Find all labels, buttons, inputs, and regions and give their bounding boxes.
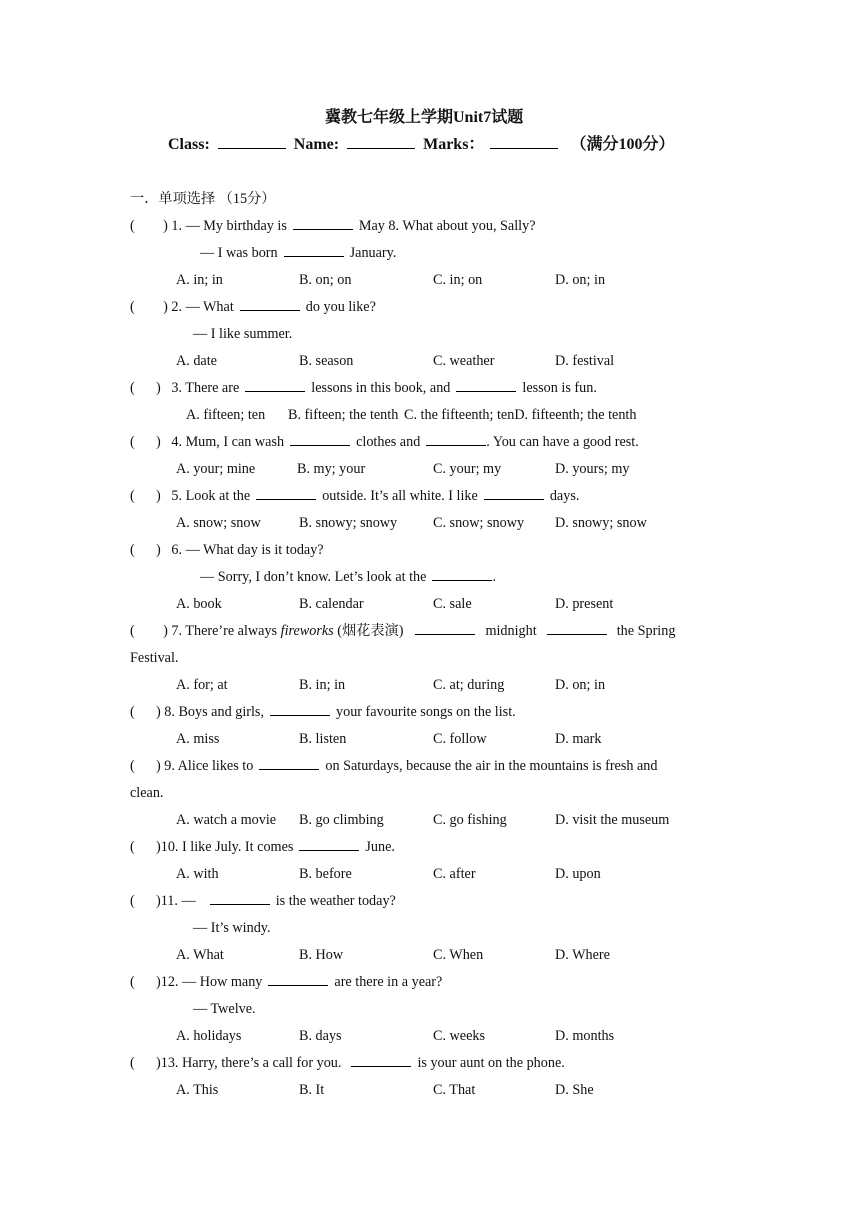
answer-blank[interactable] — [245, 390, 305, 392]
option-d[interactable]: D. mark — [555, 731, 602, 747]
question-text: 2. — What — [171, 299, 234, 315]
option-c[interactable]: C. snow; snowy — [433, 515, 525, 531]
question-text: your favourite songs on the list. — [336, 704, 516, 720]
answer-blank[interactable] — [259, 768, 319, 770]
answer-blank[interactable] — [240, 309, 300, 311]
question-3 — [130, 379, 597, 397]
question-6 — [130, 541, 324, 559]
question-text: days. — [549, 488, 580, 504]
answer-paren[interactable]: ( ) — [130, 380, 161, 396]
question-gloss: (烟花表演) — [337, 623, 404, 639]
answer-blank[interactable] — [484, 498, 544, 500]
name-label: Name: — [293, 136, 340, 153]
class-label: Class: — [168, 136, 210, 153]
option-d[interactable]: D. months — [555, 1028, 615, 1044]
answer-blank[interactable] — [415, 633, 475, 635]
option-b[interactable]: B. days — [299, 1028, 342, 1044]
answer-blank[interactable] — [290, 444, 350, 446]
option-a[interactable]: A. your; mine — [176, 461, 256, 477]
option-b[interactable]: B. before — [299, 866, 352, 882]
option-c[interactable]: C. at; during — [433, 677, 505, 693]
option-c[interactable]: C. follow — [433, 731, 487, 747]
option-d[interactable]: D. She — [555, 1082, 594, 1098]
option-c[interactable]: C. your; my — [433, 461, 502, 477]
answer-blank[interactable] — [284, 255, 344, 257]
option-a[interactable]: A. in; in — [176, 272, 223, 288]
option-b[interactable]: B. in; in — [299, 677, 346, 693]
question-text: 6. — What day is it today? — [171, 542, 324, 558]
answer-paren[interactable]: ( ) — [130, 488, 161, 504]
question-2-reply: — I like summer. — [193, 326, 293, 342]
full-marks-note: （满分100分） — [570, 136, 675, 153]
answer-paren[interactable]: ( ) — [130, 893, 161, 909]
question-text: 10. I like July. It comes — [160, 839, 294, 855]
question-text: lessons in this book, and — [311, 380, 451, 396]
marks-blank[interactable] — [490, 147, 558, 149]
option-a[interactable]: A. This — [176, 1082, 219, 1098]
answer-blank[interactable] — [547, 633, 607, 635]
question-text: May 8. What about you, Sally? — [358, 218, 536, 234]
option-c[interactable]: C. go fishing — [433, 812, 507, 828]
question-9-cont: clean. — [130, 785, 164, 801]
question-text: . — [492, 569, 496, 585]
question-8 — [130, 703, 516, 721]
answer-paren[interactable]: ( ) — [130, 542, 161, 558]
page-title: 冀教七年级上学期Unit7试题 — [325, 109, 524, 126]
option-c[interactable]: C. That — [433, 1082, 476, 1098]
answer-paren[interactable]: ( ) — [130, 974, 161, 990]
question-7 — [130, 622, 675, 640]
answer-blank[interactable] — [270, 714, 330, 716]
question-text: 5. Look at the — [171, 488, 251, 504]
section-heading: 一．单项选择 （15分） — [130, 191, 276, 207]
option-a[interactable]: A. fifteen; ten — [186, 407, 266, 423]
answer-paren[interactable]: ( ) — [130, 1055, 161, 1071]
question-text: the Spring — [616, 623, 676, 639]
question-9 — [130, 757, 657, 775]
answer-blank[interactable] — [293, 228, 353, 230]
option-a[interactable]: A. What — [176, 947, 224, 963]
answer-blank[interactable] — [351, 1065, 411, 1067]
option-c[interactable]: C. after — [433, 866, 476, 882]
question-text: 8. Boys and girls, — [164, 704, 264, 720]
option-b[interactable]: B. on; on — [299, 272, 352, 288]
answer-paren[interactable]: ( ) — [130, 434, 161, 450]
question-6-reply — [200, 568, 496, 586]
option-a[interactable]: A. watch a movie — [176, 812, 277, 828]
marks-label: Marks： — [423, 136, 485, 153]
option-d[interactable]: D. on; in — [555, 677, 606, 693]
option-b[interactable]: B. snowy; snowy — [299, 515, 398, 531]
question-1 — [130, 217, 536, 235]
answer-blank[interactable] — [432, 579, 492, 581]
option-c[interactable]: C. in; on — [433, 272, 483, 288]
question-text: midnight — [485, 623, 537, 639]
option-c[interactable]: C. sale — [433, 596, 472, 612]
option-b[interactable]: B. season — [299, 353, 354, 369]
question-text: do you like? — [305, 299, 376, 315]
option-b[interactable]: B. fifteen; the tenth — [288, 407, 399, 423]
question-text: — I was born — [200, 245, 278, 261]
option-d[interactable]: D. Where — [555, 947, 610, 963]
question-12 — [130, 973, 442, 991]
answer-paren[interactable]: ( ) — [130, 704, 161, 720]
question-text: is your aunt on the phone. — [417, 1055, 565, 1071]
question-text: 13. Harry, there’s a call for you. — [160, 1055, 342, 1071]
question-2 — [130, 298, 376, 316]
option-a[interactable]: A. book — [176, 596, 222, 612]
question-text: 11. — — [160, 893, 196, 909]
answer-blank[interactable] — [210, 903, 270, 905]
answer-paren[interactable]: ( ) — [130, 758, 161, 774]
option-b[interactable]: B. my; your — [297, 461, 366, 477]
question-11 — [130, 892, 396, 910]
question-text: 1. — My birthday is — [171, 218, 287, 234]
option-c[interactable]: C. weeks — [433, 1028, 486, 1044]
option-c[interactable]: C. weather — [433, 353, 495, 369]
question-text: lesson is fun. — [522, 380, 597, 396]
option-cd[interactable]: C. the fifteenth; tenD. fifteenth; the tenth — [404, 407, 637, 423]
option-d[interactable]: D. yours; my — [555, 461, 630, 477]
student-info-header — [168, 136, 674, 154]
answer-paren[interactable]: ( ) — [130, 623, 168, 639]
option-d[interactable]: D. upon — [555, 866, 601, 882]
question-text: clothes and — [356, 434, 421, 450]
option-d[interactable]: D. snowy; snow — [555, 515, 647, 531]
option-b[interactable]: B. listen — [299, 731, 347, 747]
question-5 — [130, 487, 579, 505]
answer-blank[interactable] — [426, 444, 486, 446]
answer-paren[interactable]: ( ) — [130, 218, 168, 234]
option-a[interactable]: A. with — [176, 866, 219, 882]
answer-blank[interactable] — [268, 984, 328, 986]
answer-blank[interactable] — [299, 849, 359, 851]
question-text: . You can have a good rest. — [486, 434, 639, 450]
option-a[interactable]: A. for; at — [176, 677, 228, 693]
question-12-reply: — Twelve. — [193, 1001, 256, 1017]
question-text: outside. It’s all white. I like — [322, 488, 478, 504]
question-text-italic: fireworks — [280, 623, 334, 639]
option-b[interactable]: B. It — [299, 1082, 325, 1098]
question-text: 12. — How many — [160, 974, 263, 990]
option-d[interactable]: D. present — [555, 596, 614, 612]
question-text: 4. Mum, I can wash — [171, 434, 285, 450]
answer-paren[interactable]: ( ) — [130, 299, 168, 315]
question-text: January. — [349, 245, 397, 261]
question-10 — [130, 838, 395, 856]
option-d[interactable]: D. festival — [555, 353, 615, 369]
answer-blank[interactable] — [256, 498, 316, 500]
question-7-cont: Festival. — [130, 650, 179, 666]
option-d[interactable]: D. visit the museum — [555, 812, 670, 828]
option-a[interactable]: A. miss — [176, 731, 220, 747]
question-text: 3. There are — [171, 380, 240, 396]
question-text: June. — [365, 839, 395, 855]
option-b[interactable]: B. calendar — [299, 596, 364, 612]
class-blank[interactable] — [218, 147, 286, 149]
question-1-reply — [200, 244, 396, 262]
answer-blank[interactable] — [456, 390, 516, 392]
option-a[interactable]: A. holidays — [176, 1028, 242, 1044]
question-4 — [130, 433, 639, 451]
option-a[interactable]: A. date — [176, 353, 217, 369]
option-b[interactable]: B. How — [299, 947, 344, 963]
question-13 — [130, 1054, 565, 1072]
question-text: — Sorry, I don’t know. Let’s look at the — [200, 569, 427, 585]
name-blank[interactable] — [347, 147, 415, 149]
option-a[interactable]: A. snow; snow — [176, 515, 261, 531]
option-d[interactable]: D. on; in — [555, 272, 606, 288]
option-b[interactable]: B. go climbing — [299, 812, 384, 828]
question-text: are there in a year? — [334, 974, 443, 990]
answer-paren[interactable]: ( ) — [130, 839, 161, 855]
question-text: is the weather today? — [275, 893, 396, 909]
option-c[interactable]: C. When — [433, 947, 484, 963]
question-text: on Saturdays, because the air in the mountains is fresh and — [325, 758, 658, 774]
question-text: 9. Alice likes to — [164, 758, 254, 774]
question-text: 7. There’re always — [171, 623, 278, 639]
question-11-reply: — It’s windy. — [193, 920, 271, 936]
